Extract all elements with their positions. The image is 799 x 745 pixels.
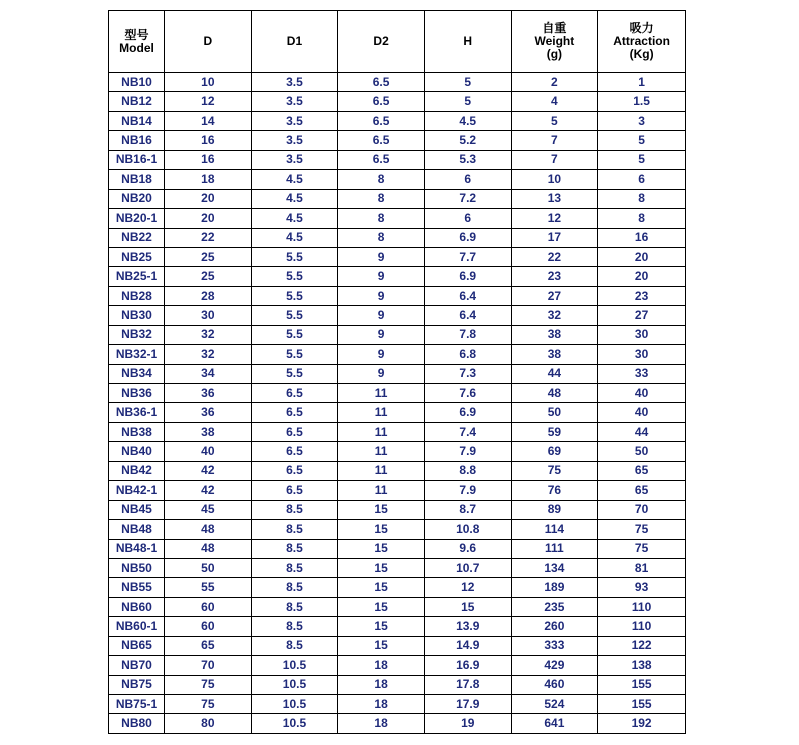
table-row bbox=[109, 228, 686, 247]
h-cell: 7.3 bbox=[424, 364, 511, 383]
model-cell: NB38 bbox=[109, 422, 165, 441]
table-row bbox=[109, 345, 686, 364]
weight-cell: 4 bbox=[511, 92, 598, 111]
h-cell: 17.9 bbox=[424, 695, 511, 714]
model-cell: NB60 bbox=[109, 597, 165, 616]
h-cell: 8.8 bbox=[424, 461, 511, 480]
d1-cell: 10.5 bbox=[251, 695, 338, 714]
d1-cell: 6.5 bbox=[251, 461, 338, 480]
attraction-cell: 110 bbox=[598, 597, 686, 616]
d-cell: 48 bbox=[165, 539, 252, 558]
d-cell: 65 bbox=[165, 636, 252, 655]
header-weight-en: Weight bbox=[534, 34, 575, 48]
d2-cell: 18 bbox=[338, 656, 425, 675]
weight-cell: 114 bbox=[511, 520, 598, 539]
weight-cell: 10 bbox=[511, 170, 598, 189]
header-attraction-unit: (Kg) bbox=[629, 47, 654, 61]
model-cell: NB36-1 bbox=[109, 403, 165, 422]
d2-cell: 9 bbox=[338, 247, 425, 266]
d1-cell: 5.5 bbox=[251, 325, 338, 344]
attraction-cell: 93 bbox=[598, 578, 686, 597]
model-cell: NB48 bbox=[109, 520, 165, 539]
d-cell: 16 bbox=[165, 131, 252, 150]
d1-cell: 4.5 bbox=[251, 189, 338, 208]
model-cell: NB30 bbox=[109, 306, 165, 325]
d1-cell: 8.5 bbox=[251, 558, 338, 577]
attraction-cell: 44 bbox=[598, 422, 686, 441]
d-cell: 28 bbox=[165, 286, 252, 305]
d2-cell: 18 bbox=[338, 714, 425, 733]
h-cell: 6.4 bbox=[424, 286, 511, 305]
d2-cell: 18 bbox=[338, 695, 425, 714]
attraction-cell: 155 bbox=[598, 675, 686, 694]
d2-cell: 6.5 bbox=[338, 111, 425, 130]
header-h: H bbox=[424, 11, 511, 73]
d-cell: 32 bbox=[165, 345, 252, 364]
d1-cell: 5.5 bbox=[251, 345, 338, 364]
d-cell: 20 bbox=[165, 189, 252, 208]
model-cell: NB10 bbox=[109, 73, 165, 92]
weight-cell: 38 bbox=[511, 325, 598, 344]
d-cell: 14 bbox=[165, 111, 252, 130]
model-cell: NB75-1 bbox=[109, 695, 165, 714]
table-row bbox=[109, 306, 686, 325]
table-row bbox=[109, 442, 686, 461]
attraction-cell: 110 bbox=[598, 617, 686, 636]
model-cell: NB36 bbox=[109, 384, 165, 403]
d1-cell: 3.5 bbox=[251, 131, 338, 150]
model-cell: NB16-1 bbox=[109, 150, 165, 169]
h-cell: 15 bbox=[424, 597, 511, 616]
model-cell: NB22 bbox=[109, 228, 165, 247]
table-row bbox=[109, 364, 686, 383]
d2-cell: 11 bbox=[338, 384, 425, 403]
d2-cell: 15 bbox=[338, 500, 425, 519]
d1-cell: 5.5 bbox=[251, 247, 338, 266]
model-cell: NB25-1 bbox=[109, 267, 165, 286]
d2-cell: 9 bbox=[338, 325, 425, 344]
d1-cell: 5.5 bbox=[251, 286, 338, 305]
h-cell: 5.2 bbox=[424, 131, 511, 150]
table-row bbox=[109, 520, 686, 539]
d2-cell: 15 bbox=[338, 578, 425, 597]
d-cell: 20 bbox=[165, 209, 252, 228]
model-cell: NB50 bbox=[109, 558, 165, 577]
attraction-cell: 65 bbox=[598, 481, 686, 500]
table-row bbox=[109, 286, 686, 305]
model-cell: NB20 bbox=[109, 189, 165, 208]
d2-cell: 9 bbox=[338, 286, 425, 305]
header-weight-unit: (g) bbox=[546, 47, 563, 61]
model-cell: NB48-1 bbox=[109, 539, 165, 558]
weight-cell: 59 bbox=[511, 422, 598, 441]
weight-cell: 44 bbox=[511, 364, 598, 383]
table-row bbox=[109, 656, 686, 675]
weight-cell: 460 bbox=[511, 675, 598, 694]
d1-cell: 3.5 bbox=[251, 150, 338, 169]
weight-cell: 17 bbox=[511, 228, 598, 247]
d2-cell: 15 bbox=[338, 597, 425, 616]
d-cell: 48 bbox=[165, 520, 252, 539]
h-cell: 6 bbox=[424, 209, 511, 228]
attraction-cell: 81 bbox=[598, 558, 686, 577]
d1-cell: 3.5 bbox=[251, 92, 338, 111]
table-row bbox=[109, 189, 686, 208]
d1-cell: 6.5 bbox=[251, 481, 338, 500]
d1-cell: 8.5 bbox=[251, 597, 338, 616]
d1-cell: 8.5 bbox=[251, 636, 338, 655]
d-cell: 30 bbox=[165, 306, 252, 325]
d1-cell: 5.5 bbox=[251, 306, 338, 325]
d2-cell: 8 bbox=[338, 170, 425, 189]
d-cell: 22 bbox=[165, 228, 252, 247]
model-cell: NB70 bbox=[109, 656, 165, 675]
spec-table bbox=[108, 10, 686, 734]
d-cell: 55 bbox=[165, 578, 252, 597]
table-row bbox=[109, 481, 686, 500]
table-row bbox=[109, 170, 686, 189]
d-cell: 18 bbox=[165, 170, 252, 189]
d2-cell: 6.5 bbox=[338, 131, 425, 150]
attraction-cell: 20 bbox=[598, 267, 686, 286]
h-cell: 7.8 bbox=[424, 325, 511, 344]
d1-cell: 6.5 bbox=[251, 384, 338, 403]
model-cell: NB75 bbox=[109, 675, 165, 694]
table-row bbox=[109, 617, 686, 636]
header-model-en: Model bbox=[119, 40, 154, 55]
d-cell: 25 bbox=[165, 247, 252, 266]
d2-cell: 8 bbox=[338, 189, 425, 208]
table-row bbox=[109, 111, 686, 130]
table-row bbox=[109, 461, 686, 480]
h-cell: 8.7 bbox=[424, 500, 511, 519]
d1-cell: 5.5 bbox=[251, 364, 338, 383]
weight-cell: 5 bbox=[511, 111, 598, 130]
attraction-cell: 40 bbox=[598, 403, 686, 422]
header-d2: D2 bbox=[338, 11, 425, 73]
weight-cell: 111 bbox=[511, 539, 598, 558]
model-cell: NB16 bbox=[109, 131, 165, 150]
attraction-cell: 50 bbox=[598, 442, 686, 461]
weight-cell: 12 bbox=[511, 209, 598, 228]
header-attraction-cn: 吸力 bbox=[629, 21, 654, 35]
model-cell: NB40 bbox=[109, 442, 165, 461]
attraction-cell: 33 bbox=[598, 364, 686, 383]
table-row bbox=[109, 92, 686, 111]
d1-cell: 10.5 bbox=[251, 656, 338, 675]
table-row bbox=[109, 131, 686, 150]
d-cell: 34 bbox=[165, 364, 252, 383]
d-cell: 38 bbox=[165, 422, 252, 441]
table-row bbox=[109, 539, 686, 558]
weight-cell: 189 bbox=[511, 578, 598, 597]
d-cell: 75 bbox=[165, 675, 252, 694]
d2-cell: 15 bbox=[338, 636, 425, 655]
weight-cell: 429 bbox=[511, 656, 598, 675]
model-cell: NB34 bbox=[109, 364, 165, 383]
attraction-cell: 3 bbox=[598, 111, 686, 130]
attraction-cell: 16 bbox=[598, 228, 686, 247]
attraction-cell: 65 bbox=[598, 461, 686, 480]
attraction-cell: 75 bbox=[598, 520, 686, 539]
weight-cell: 235 bbox=[511, 597, 598, 616]
attraction-cell: 30 bbox=[598, 345, 686, 364]
weight-cell: 76 bbox=[511, 481, 598, 500]
header-weight-cn: 自重 bbox=[542, 21, 567, 35]
h-cell: 6.9 bbox=[424, 267, 511, 286]
d2-cell: 15 bbox=[338, 617, 425, 636]
attraction-cell: 27 bbox=[598, 306, 686, 325]
header-attraction bbox=[598, 11, 686, 73]
attraction-cell: 23 bbox=[598, 286, 686, 305]
d-cell: 12 bbox=[165, 92, 252, 111]
h-cell: 4.5 bbox=[424, 111, 511, 130]
weight-cell: 2 bbox=[511, 73, 598, 92]
d-cell: 40 bbox=[165, 442, 252, 461]
d1-cell: 3.5 bbox=[251, 73, 338, 92]
attraction-cell: 122 bbox=[598, 636, 686, 655]
d-cell: 42 bbox=[165, 461, 252, 480]
d-cell: 60 bbox=[165, 597, 252, 616]
d-cell: 36 bbox=[165, 403, 252, 422]
weight-cell: 23 bbox=[511, 267, 598, 286]
header-weight bbox=[511, 11, 598, 73]
h-cell: 6.4 bbox=[424, 306, 511, 325]
weight-cell: 32 bbox=[511, 306, 598, 325]
d2-cell: 6.5 bbox=[338, 73, 425, 92]
weight-cell: 7 bbox=[511, 150, 598, 169]
h-cell: 12 bbox=[424, 578, 511, 597]
attraction-cell: 155 bbox=[598, 695, 686, 714]
table-row bbox=[109, 247, 686, 266]
d2-cell: 6.5 bbox=[338, 92, 425, 111]
d2-cell: 18 bbox=[338, 675, 425, 694]
d1-cell: 5.5 bbox=[251, 267, 338, 286]
table-row bbox=[109, 597, 686, 616]
d1-cell: 6.5 bbox=[251, 442, 338, 461]
attraction-cell: 30 bbox=[598, 325, 686, 344]
h-cell: 19 bbox=[424, 714, 511, 733]
model-cell: NB80 bbox=[109, 714, 165, 733]
h-cell: 5 bbox=[424, 73, 511, 92]
attraction-cell: 75 bbox=[598, 539, 686, 558]
weight-cell: 50 bbox=[511, 403, 598, 422]
d2-cell: 11 bbox=[338, 461, 425, 480]
model-cell: NB20-1 bbox=[109, 209, 165, 228]
attraction-cell: 6 bbox=[598, 170, 686, 189]
weight-cell: 69 bbox=[511, 442, 598, 461]
d-cell: 75 bbox=[165, 695, 252, 714]
d1-cell: 8.5 bbox=[251, 520, 338, 539]
d-cell: 60 bbox=[165, 617, 252, 636]
d-cell: 10 bbox=[165, 73, 252, 92]
table-row bbox=[109, 403, 686, 422]
table-row bbox=[109, 636, 686, 655]
h-cell: 7.4 bbox=[424, 422, 511, 441]
h-cell: 9.6 bbox=[424, 539, 511, 558]
header-model-cn: 型号 bbox=[124, 27, 149, 42]
d2-cell: 15 bbox=[338, 558, 425, 577]
h-cell: 6.9 bbox=[424, 403, 511, 422]
h-cell: 10.7 bbox=[424, 558, 511, 577]
d2-cell: 11 bbox=[338, 442, 425, 461]
d2-cell: 9 bbox=[338, 306, 425, 325]
weight-cell: 13 bbox=[511, 189, 598, 208]
h-cell: 7.9 bbox=[424, 481, 511, 500]
d1-cell: 4.5 bbox=[251, 228, 338, 247]
attraction-cell: 8 bbox=[598, 209, 686, 228]
model-cell: NB32 bbox=[109, 325, 165, 344]
h-cell: 17.8 bbox=[424, 675, 511, 694]
table-body bbox=[109, 73, 686, 734]
d2-cell: 15 bbox=[338, 539, 425, 558]
table-row bbox=[109, 558, 686, 577]
header-d: D bbox=[165, 11, 252, 73]
d1-cell: 3.5 bbox=[251, 111, 338, 130]
h-cell: 13.9 bbox=[424, 617, 511, 636]
d-cell: 32 bbox=[165, 325, 252, 344]
d1-cell: 4.5 bbox=[251, 170, 338, 189]
attraction-cell: 5 bbox=[598, 131, 686, 150]
weight-cell: 38 bbox=[511, 345, 598, 364]
h-cell: 7.7 bbox=[424, 247, 511, 266]
attraction-cell: 40 bbox=[598, 384, 686, 403]
h-cell: 5.3 bbox=[424, 150, 511, 169]
d-cell: 25 bbox=[165, 267, 252, 286]
table-row bbox=[109, 384, 686, 403]
model-cell: NB65 bbox=[109, 636, 165, 655]
header-d1: D1 bbox=[251, 11, 338, 73]
d2-cell: 11 bbox=[338, 481, 425, 500]
table-row bbox=[109, 150, 686, 169]
d2-cell: 15 bbox=[338, 520, 425, 539]
h-cell: 5 bbox=[424, 92, 511, 111]
h-cell: 7.9 bbox=[424, 442, 511, 461]
d-cell: 42 bbox=[165, 481, 252, 500]
weight-cell: 75 bbox=[511, 461, 598, 480]
attraction-cell: 1.5 bbox=[598, 92, 686, 111]
model-cell: NB55 bbox=[109, 578, 165, 597]
model-cell: NB60-1 bbox=[109, 617, 165, 636]
d-cell: 70 bbox=[165, 656, 252, 675]
h-cell: 16.9 bbox=[424, 656, 511, 675]
model-cell: NB32-1 bbox=[109, 345, 165, 364]
h-cell: 7.2 bbox=[424, 189, 511, 208]
d2-cell: 6.5 bbox=[338, 150, 425, 169]
attraction-cell: 5 bbox=[598, 150, 686, 169]
d2-cell: 8 bbox=[338, 209, 425, 228]
model-cell: NB42-1 bbox=[109, 481, 165, 500]
d2-cell: 9 bbox=[338, 267, 425, 286]
table-row bbox=[109, 675, 686, 694]
model-cell: NB18 bbox=[109, 170, 165, 189]
d2-cell: 11 bbox=[338, 403, 425, 422]
table-row bbox=[109, 267, 686, 286]
weight-cell: 48 bbox=[511, 384, 598, 403]
model-cell: NB45 bbox=[109, 500, 165, 519]
d-cell: 45 bbox=[165, 500, 252, 519]
d-cell: 80 bbox=[165, 714, 252, 733]
weight-cell: 641 bbox=[511, 714, 598, 733]
attraction-cell: 192 bbox=[598, 714, 686, 733]
attraction-cell: 1 bbox=[598, 73, 686, 92]
table-row bbox=[109, 695, 686, 714]
d-cell: 36 bbox=[165, 384, 252, 403]
model-cell: NB12 bbox=[109, 92, 165, 111]
d-cell: 50 bbox=[165, 558, 252, 577]
table-row bbox=[109, 73, 686, 92]
d1-cell: 6.5 bbox=[251, 403, 338, 422]
table-row bbox=[109, 578, 686, 597]
attraction-cell: 8 bbox=[598, 189, 686, 208]
h-cell: 7.6 bbox=[424, 384, 511, 403]
d-cell: 16 bbox=[165, 150, 252, 169]
h-cell: 6 bbox=[424, 170, 511, 189]
model-cell: NB42 bbox=[109, 461, 165, 480]
header-attraction-en: Attraction bbox=[613, 34, 670, 48]
model-cell: NB28 bbox=[109, 286, 165, 305]
d1-cell: 10.5 bbox=[251, 675, 338, 694]
table-row bbox=[109, 422, 686, 441]
d2-cell: 9 bbox=[338, 345, 425, 364]
weight-cell: 27 bbox=[511, 286, 598, 305]
weight-cell: 7 bbox=[511, 131, 598, 150]
weight-cell: 22 bbox=[511, 247, 598, 266]
table-row bbox=[109, 500, 686, 519]
h-cell: 14.9 bbox=[424, 636, 511, 655]
d1-cell: 8.5 bbox=[251, 617, 338, 636]
weight-cell: 524 bbox=[511, 695, 598, 714]
table-row bbox=[109, 209, 686, 228]
d1-cell: 10.5 bbox=[251, 714, 338, 733]
d1-cell: 8.5 bbox=[251, 500, 338, 519]
d1-cell: 8.5 bbox=[251, 578, 338, 597]
header-row bbox=[109, 11, 686, 73]
weight-cell: 134 bbox=[511, 558, 598, 577]
model-cell: NB14 bbox=[109, 111, 165, 130]
weight-cell: 333 bbox=[511, 636, 598, 655]
attraction-cell: 138 bbox=[598, 656, 686, 675]
d1-cell: 8.5 bbox=[251, 539, 338, 558]
table-row bbox=[109, 714, 686, 733]
d2-cell: 11 bbox=[338, 422, 425, 441]
h-cell: 6.8 bbox=[424, 345, 511, 364]
d1-cell: 4.5 bbox=[251, 209, 338, 228]
h-cell: 10.8 bbox=[424, 520, 511, 539]
weight-cell: 260 bbox=[511, 617, 598, 636]
d2-cell: 8 bbox=[338, 228, 425, 247]
attraction-cell: 20 bbox=[598, 247, 686, 266]
h-cell: 6.9 bbox=[424, 228, 511, 247]
d1-cell: 6.5 bbox=[251, 422, 338, 441]
weight-cell: 89 bbox=[511, 500, 598, 519]
model-cell: NB25 bbox=[109, 247, 165, 266]
header-model bbox=[109, 11, 165, 73]
d2-cell: 9 bbox=[338, 364, 425, 383]
table-row bbox=[109, 325, 686, 344]
attraction-cell: 70 bbox=[598, 500, 686, 519]
